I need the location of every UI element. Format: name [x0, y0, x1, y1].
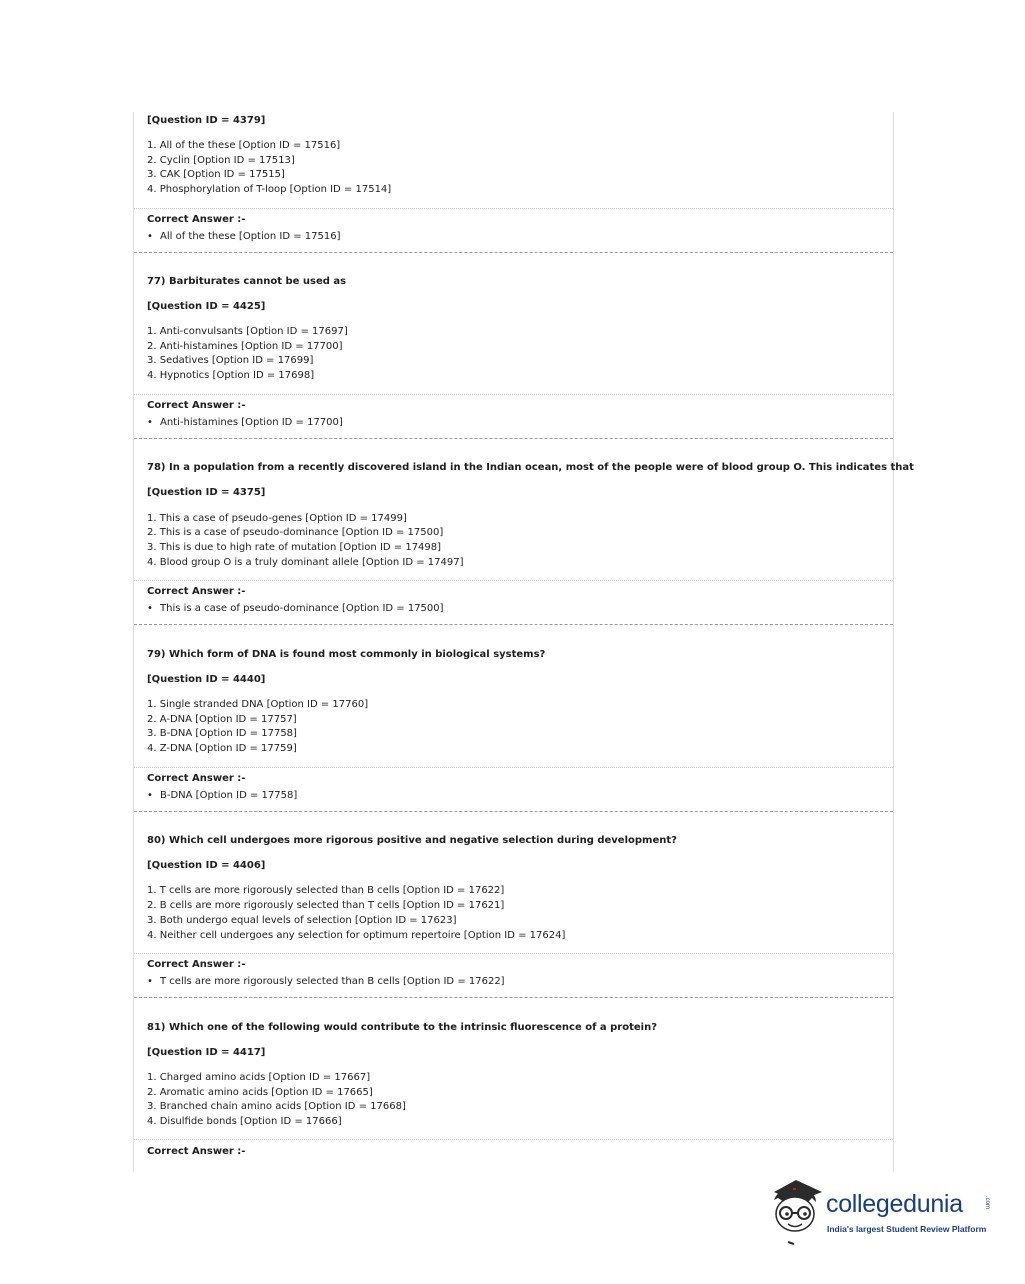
bullet-icon: • — [147, 603, 153, 614]
question-id: [Question ID = 4379] — [147, 115, 266, 126]
bullet-icon: • — [147, 790, 153, 801]
correct-answer — [147, 231, 341, 242]
question-id: [Question ID = 4375] — [147, 487, 266, 498]
correct-answer-label: Correct Answer :- — [147, 959, 246, 970]
correct-answer — [147, 417, 343, 428]
correct-answer-label: Correct Answer :- — [147, 214, 246, 225]
question-paper-frame — [133, 112, 914, 1172]
option: 4. Phosphorylation of T-loop [Option ID = 17514] — [147, 184, 392, 195]
option: 1. This a case of pseudo-genes [Option ID = 17499] — [147, 513, 407, 524]
option: 4. Z-DNA [Option ID = 17759] — [147, 743, 297, 754]
divider — [134, 953, 893, 954]
option: 1. Charged amino acids [Option ID = 17667] — [147, 1072, 371, 1083]
question-id: [Question ID = 4406] — [147, 860, 266, 871]
option: 4. Blood group O is a truly dominant allele [Option ID = 17497] — [147, 557, 464, 568]
correct-answer-text: All of the these [Option ID = 17516] — [160, 231, 341, 242]
option: 2. Anti-histamines [Option ID = 17700] — [147, 341, 343, 352]
option: 3. Branched chain amino acids [Option ID = 17668] — [147, 1101, 406, 1112]
correct-answer — [147, 790, 297, 801]
correct-answer-label: Correct Answer :- — [147, 773, 246, 784]
option: 3. Sedatives [Option ID = 17699] — [147, 355, 314, 366]
option: 4. Hypnotics [Option ID = 17698] — [147, 370, 315, 381]
option: 2. A-DNA [Option ID = 17757] — [147, 714, 297, 725]
question-title: 78) In a population from a recently discovered island in the Indian ocean, most of the people were of blood group O. This indicates that — [147, 462, 914, 473]
option: 1. Anti-convulsants [Option ID = 17697] — [147, 326, 348, 337]
question-id: [Question ID = 4425] — [147, 301, 266, 312]
option: 4. Neither cell undergoes any selection for optimum repertoire [Option ID = 17624] — [147, 930, 566, 941]
question-separator — [134, 997, 893, 998]
question-title: 81) Which one of the following would contribute to the intrinsic fluorescence of a protein? — [147, 1022, 658, 1033]
bullet-icon: • — [147, 417, 153, 428]
option: 2. Aromatic amino acids [Option ID = 17665] — [147, 1087, 373, 1098]
correct-answer-label: Correct Answer :- — [147, 1146, 246, 1157]
correct-answer-label: Correct Answer :- — [147, 400, 246, 411]
brand-suffix: .com — [984, 1196, 990, 1210]
divider — [134, 1139, 893, 1140]
question-id: [Question ID = 4440] — [147, 674, 266, 685]
correct-answer-label: Correct Answer :- — [147, 586, 246, 597]
option: 1. T cells are more rigorously selected than B cells [Option ID = 17622] — [147, 885, 505, 896]
option: 2. This is a case of pseudo-dominance [Option ID = 17500] — [147, 527, 444, 538]
brand-tagline: India's largest Student Review Platform — [827, 1224, 987, 1234]
option: 1. All of the these [Option ID = 17516] — [147, 140, 341, 151]
brand-name: collegedunia — [826, 1190, 963, 1218]
option: 3. Both undergo equal levels of selection [Option ID = 17623] — [147, 915, 457, 926]
correct-answer — [147, 603, 444, 614]
correct-answer-text: Anti-histamines [Option ID = 17700] — [160, 417, 343, 428]
option: 3. B-DNA [Option ID = 17758] — [147, 728, 297, 739]
option: 4. Disulfide bonds [Option ID = 17666] — [147, 1116, 342, 1127]
correct-answer — [147, 976, 505, 987]
question-title: 80) Which cell undergoes more rigorous positive and negative selection during development? — [147, 835, 677, 846]
mascot-icon — [766, 1176, 826, 1246]
correct-answer-text: T cells are more rigorously selected than B cells [Option ID = 17622] — [160, 976, 505, 987]
question-separator — [134, 252, 893, 253]
divider — [134, 208, 893, 209]
option: 3. CAK [Option ID = 17515] — [147, 169, 285, 180]
option: 3. This is due to high rate of mutation [Option ID = 17498] — [147, 542, 442, 553]
option: 1. Single stranded DNA [Option ID = 17760] — [147, 699, 369, 710]
question-title: 77) Barbiturates cannot be used as — [147, 276, 347, 287]
question-separator — [134, 624, 893, 625]
divider — [134, 767, 893, 768]
correct-answer-text: This is a case of pseudo-dominance [Option ID = 17500] — [160, 603, 444, 614]
divider — [134, 394, 893, 395]
bullet-icon: • — [147, 976, 153, 987]
question-title: 79) Which form of DNA is found most commonly in biological systems? — [147, 649, 546, 660]
bullet-icon: • — [147, 231, 153, 242]
question-separator — [134, 438, 893, 439]
correct-answer-text: B-DNA [Option ID = 17758] — [160, 790, 298, 801]
option: 2. Cyclin [Option ID = 17513] — [147, 155, 295, 166]
question-id: [Question ID = 4417] — [147, 1047, 266, 1058]
collegedunia-logo — [766, 1176, 996, 1246]
option: 2. B cells are more rigorously selected than T cells [Option ID = 17621] — [147, 900, 505, 911]
question-separator — [134, 811, 893, 812]
divider — [134, 580, 893, 581]
